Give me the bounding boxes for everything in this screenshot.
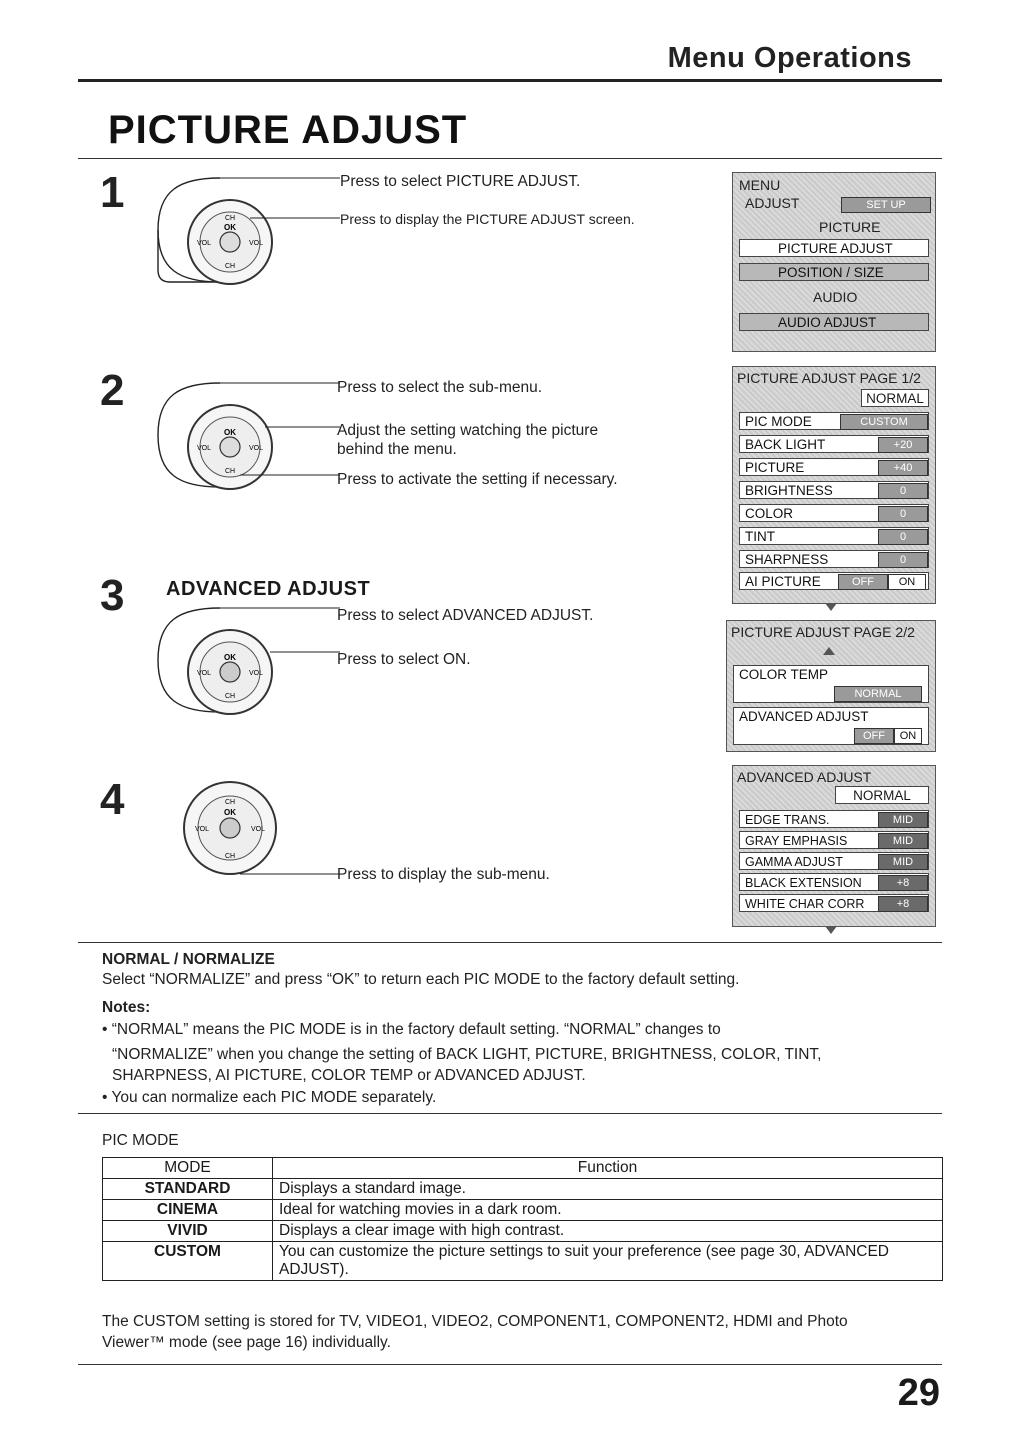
osd-color-temp-row xyxy=(733,665,929,703)
normal-text: Select “NORMALIZE” and press “OK” to return each PIC MODE to the factory default setting. xyxy=(102,971,740,988)
osd-adv-row-value: MID xyxy=(878,854,928,870)
osd-page1-row xyxy=(739,550,929,568)
section-header: Menu Operations xyxy=(667,42,912,74)
col-function-header: Function xyxy=(273,1158,943,1179)
osd-page1-row xyxy=(739,458,929,476)
osd-adv-row xyxy=(739,852,929,870)
osd-position-size-item: POSITION / SIZE xyxy=(739,263,929,281)
svg-text:CH: CH xyxy=(224,853,236,860)
svg-text:CH: CH xyxy=(224,468,236,475)
osd-adv-row-label: EDGE TRANS. xyxy=(745,813,830,827)
function-cell: Displays a standard image. xyxy=(273,1179,943,1200)
osd-ai-picture-label: AI PICTURE xyxy=(745,574,821,589)
osd-page1-row-label: SHARPNESS xyxy=(745,552,829,567)
osd-adv-row xyxy=(739,831,929,849)
osd-page1-row-value: +40 xyxy=(878,460,928,476)
osd-color-temp-value: NORMAL xyxy=(834,686,922,702)
svg-text:VOL: VOL xyxy=(248,240,264,247)
osd-page1-row-value: 0 xyxy=(878,506,928,522)
normal-heading: NORMAL / NORMALIZE xyxy=(102,951,275,968)
osd-advanced-adjust-row xyxy=(733,707,929,745)
osd-ai-off: OFF xyxy=(838,574,888,590)
svg-text:CH: CH xyxy=(224,693,236,700)
osd-adv-down-arrow-icon xyxy=(825,926,837,934)
osd-adv-row xyxy=(739,810,929,828)
pic-mode-heading: PIC MODE xyxy=(102,1132,179,1149)
osd-adjust-tab: ADJUST xyxy=(745,195,800,211)
step1-line1: Press to select PICTURE ADJUST. xyxy=(340,173,581,190)
svg-text:VOL: VOL xyxy=(196,240,212,247)
step4-line1: Press to display the sub-menu. xyxy=(337,866,550,883)
section-rule-1 xyxy=(78,942,942,943)
table-header-row xyxy=(103,1158,943,1179)
osd-advanced-on: ON xyxy=(894,728,922,744)
header-rule xyxy=(78,79,942,82)
osd-down-arrow-icon xyxy=(825,603,837,611)
osd-adv-row xyxy=(739,894,929,912)
footer-rule xyxy=(78,1364,942,1365)
osd-setup-tab: SET UP xyxy=(841,197,931,213)
osd-page1-row-value: 0 xyxy=(878,529,928,545)
mode-cell: CINEMA xyxy=(103,1200,273,1221)
step-number-1: 1 xyxy=(100,168,125,217)
svg-text:OK: OK xyxy=(224,428,236,437)
svg-text:CH: CH xyxy=(224,263,236,270)
osd-page1-row-label: PICTURE xyxy=(745,460,805,475)
osd-adv-row-label: WHITE CHAR CORR xyxy=(745,897,865,911)
osd-page1-row xyxy=(739,504,929,522)
table-row xyxy=(103,1200,943,1221)
osd-page1-row-label: TINT xyxy=(745,529,775,544)
osd-page1-row xyxy=(739,435,929,453)
osd-audio-heading: AUDIO xyxy=(813,289,858,305)
osd-page1-row-label: BRIGHTNESS xyxy=(745,483,833,498)
osd-adv-row-label: GAMMA ADJUST xyxy=(745,855,843,869)
note1-line-a: • “NORMAL” means the PIC MODE is in the factory default setting. “NORMAL” changes to xyxy=(102,1021,721,1038)
mode-cell: VIVID xyxy=(103,1221,273,1242)
svg-text:VOL: VOL xyxy=(250,826,266,833)
osd-page1-title: PICTURE ADJUST PAGE 1/2 xyxy=(737,370,921,386)
step-number-3: 3 xyxy=(100,571,125,620)
pic-mode-footer-2: Viewer™ mode (see page 16) individually. xyxy=(102,1334,391,1351)
step3-heading: ADVANCED ADJUST xyxy=(166,578,371,600)
svg-text:VOL: VOL xyxy=(196,445,212,452)
svg-text:CH: CH xyxy=(224,215,236,222)
osd-adv-row xyxy=(739,873,929,891)
osd-page1-row-value: 0 xyxy=(878,552,928,568)
osd-page1-row xyxy=(739,412,929,430)
osd-page1-normal: NORMAL xyxy=(861,389,929,407)
table-row xyxy=(103,1179,943,1200)
osd-ai-picture-row xyxy=(739,572,929,590)
mode-cell: CUSTOM xyxy=(103,1242,273,1281)
table-row xyxy=(103,1242,943,1281)
svg-text:VOL: VOL xyxy=(194,826,210,833)
remote-dial-2 xyxy=(140,375,350,500)
note1-line-c: SHARPNESS, AI PICTURE, COLOR TEMP or ADVANCED ADJUST. xyxy=(112,1067,586,1084)
remote-dial-4 xyxy=(160,770,350,890)
pic-mode-footer-1: The CUSTOM setting is stored for TV, VIDEO1, VIDEO2, COMPONENT1, COMPONENT2, HDMI and Photo xyxy=(102,1313,848,1330)
svg-text:OK: OK xyxy=(224,653,236,662)
osd-adv-row-value: +8 xyxy=(878,896,928,912)
pic-mode-table xyxy=(102,1157,943,1281)
function-cell: Displays a clear image with high contrast. xyxy=(273,1221,943,1242)
osd-audio-adjust-item: AUDIO ADJUST xyxy=(739,313,929,331)
osd-advanced-adjust xyxy=(732,765,936,927)
page-title: PICTURE ADJUST xyxy=(108,108,468,152)
svg-text:OK: OK xyxy=(224,223,236,232)
section-rule-2 xyxy=(78,1113,942,1114)
step2-line3: Press to activate the setting if necessary. xyxy=(337,471,618,488)
svg-text:CH: CH xyxy=(224,799,236,806)
osd-adv-row-value: MID xyxy=(878,833,928,849)
osd-page1-row-label: BACK LIGHT xyxy=(745,437,826,452)
osd-adv-row-value: +8 xyxy=(878,875,928,891)
osd-page1-row xyxy=(739,527,929,545)
page-number: 29 xyxy=(897,1372,940,1414)
osd-picture-adjust-page1 xyxy=(732,366,936,604)
osd-picture-adjust-item: PICTURE ADJUST xyxy=(739,239,929,257)
osd-picture-adjust-page2 xyxy=(726,620,936,752)
osd-page1-row-value: +20 xyxy=(878,437,928,453)
step3-line1: Press to select ADVANCED ADJUST. xyxy=(337,607,594,624)
osd-ai-on: ON xyxy=(888,574,926,590)
osd-page2-title: PICTURE ADJUST PAGE 2/2 xyxy=(731,624,915,640)
step2-line2a: Adjust the setting watching the picture xyxy=(337,422,599,439)
remote-dial-3 xyxy=(140,600,350,725)
mode-cell: STANDARD xyxy=(103,1179,273,1200)
col-mode-header: MODE xyxy=(103,1158,273,1179)
remote-dial-1 xyxy=(140,170,350,295)
function-cell: Ideal for watching movies in a dark room. xyxy=(273,1200,943,1221)
osd-adv-normal: NORMAL xyxy=(835,786,929,804)
osd-adv-row-value: MID xyxy=(878,812,928,828)
notes-heading: Notes: xyxy=(102,999,151,1016)
osd-menu-title: MENU xyxy=(739,177,781,193)
step3-line2: Press to select ON. xyxy=(337,651,471,668)
step-number-4: 4 xyxy=(100,775,125,824)
function-cell: You can customize the picture settings to suit your preference (see page 30, ADVANCED ADJUST). xyxy=(273,1242,943,1281)
table-row xyxy=(103,1221,943,1242)
osd-advanced-off: OFF xyxy=(854,728,894,744)
osd-adv-title: ADVANCED ADJUST xyxy=(737,769,872,785)
title-rule xyxy=(78,158,942,159)
osd-picture-heading: PICTURE xyxy=(819,219,881,235)
note1-line-b: “NORMALIZE” when you change the setting of BACK LIGHT, PICTURE, BRIGHTNESS, COLOR, TINT, xyxy=(112,1046,822,1063)
osd-page1-row-value: CUSTOM xyxy=(840,414,928,430)
osd-advanced-adjust-label: ADVANCED ADJUST xyxy=(739,709,869,724)
osd-color-temp-label: COLOR TEMP xyxy=(739,667,829,682)
step1-line2: Press to display the PICTURE ADJUST screen. xyxy=(340,211,635,227)
svg-text:OK: OK xyxy=(224,808,236,817)
svg-text:VOL: VOL xyxy=(248,670,264,677)
svg-text:VOL: VOL xyxy=(196,670,212,677)
osd-up-arrow-icon xyxy=(823,647,835,655)
note2: • You can normalize each PIC MODE separately. xyxy=(102,1089,437,1106)
osd-main-menu xyxy=(732,172,936,352)
osd-adv-row-label: GRAY EMPHASIS xyxy=(745,834,848,848)
osd-page1-row xyxy=(739,481,929,499)
osd-page1-row-label: COLOR xyxy=(745,506,794,521)
step2-line2b: behind the menu. xyxy=(337,441,457,458)
osd-page1-row-value: 0 xyxy=(878,483,928,499)
step2-line1: Press to select the sub-menu. xyxy=(337,379,543,396)
svg-text:VOL: VOL xyxy=(248,445,264,452)
step-number-2: 2 xyxy=(100,366,125,415)
osd-adv-row-label: BLACK EXTENSION xyxy=(745,876,862,890)
osd-page1-row-label: PIC MODE xyxy=(745,414,812,429)
